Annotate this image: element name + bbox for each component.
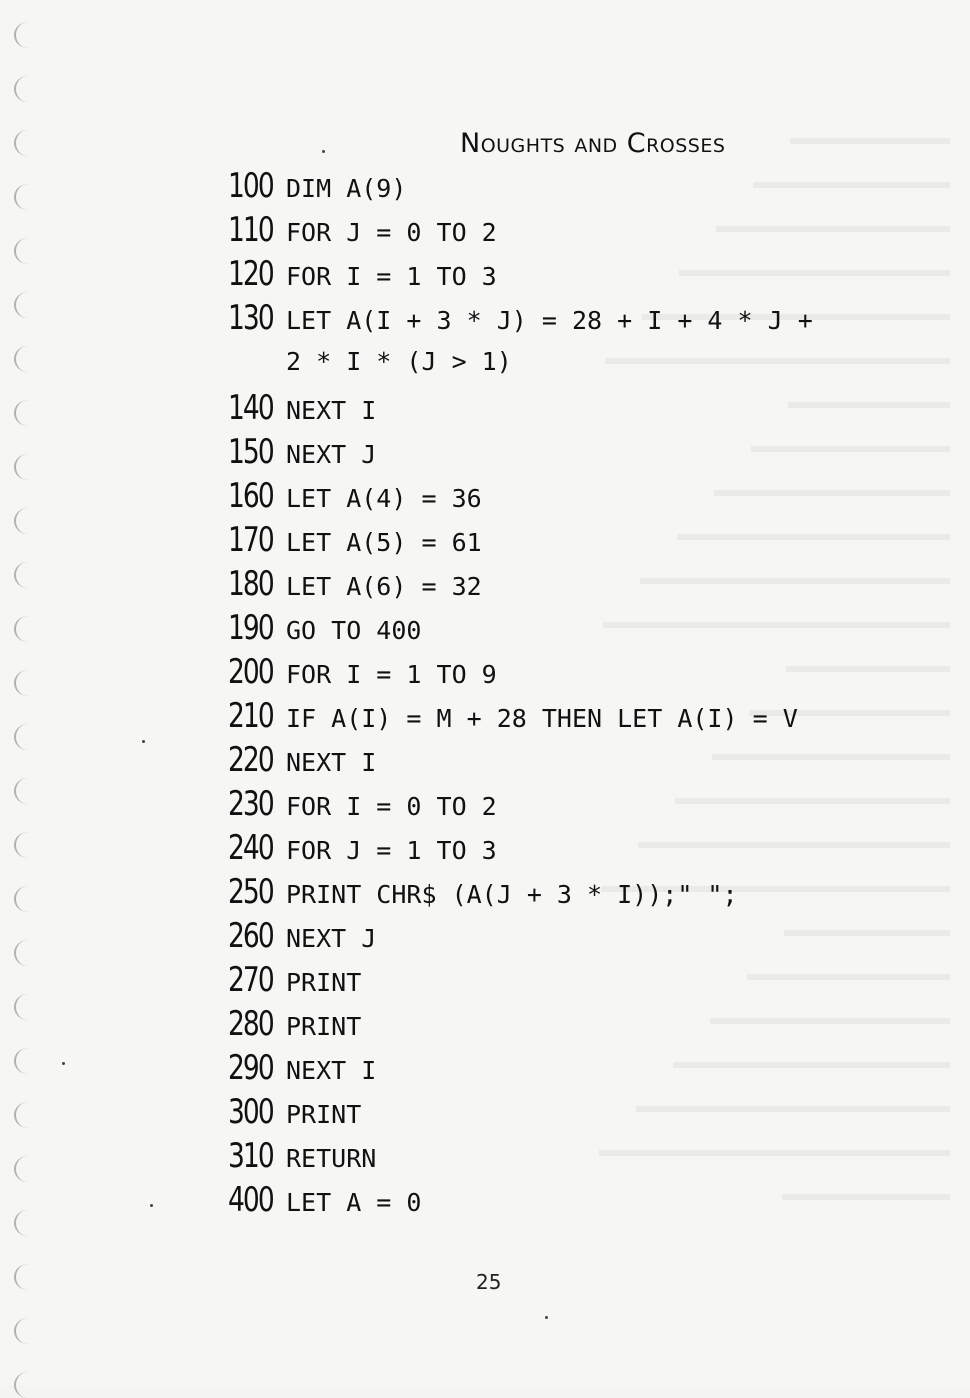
paper-speck: [322, 150, 325, 153]
show-through-line: [605, 358, 950, 364]
binder-hole: [14, 238, 42, 264]
paper-speck: [545, 1316, 548, 1319]
code-line: [228, 562, 482, 606]
binder-hole: [14, 130, 42, 156]
binder-hole: [14, 832, 42, 858]
line-code: DIM A(9): [286, 174, 407, 203]
line-code: 2 * I * (J > 1): [286, 347, 512, 376]
line-number: 170: [228, 520, 273, 560]
show-through-line: [679, 270, 950, 276]
binder-hole: [14, 76, 42, 102]
show-through-line: [638, 842, 950, 848]
line-number: 160: [228, 476, 273, 516]
line-number: 220: [228, 740, 273, 780]
page-number: 25: [476, 1270, 502, 1294]
binder-hole: [14, 22, 42, 48]
code-line: [228, 164, 406, 208]
show-through-line: [786, 666, 950, 672]
code-line: [228, 430, 376, 474]
code-line: [228, 782, 497, 826]
line-number: 250: [228, 872, 273, 912]
show-through-line: [640, 578, 950, 584]
line-code: FOR J = 1 TO 3: [286, 836, 497, 865]
line-number: 110: [228, 210, 273, 250]
binder-hole: [14, 1156, 42, 1182]
code-line: [228, 650, 497, 694]
binder-hole: [14, 292, 42, 318]
line-code: PRINT: [286, 1012, 362, 1041]
line-code: IF A(I) = M + 28 THEN LET A(I) = V: [286, 704, 798, 733]
binder-hole: [14, 184, 42, 210]
code-line: [228, 208, 497, 252]
line-number: 280: [228, 1004, 273, 1044]
binder-hole: [14, 1264, 42, 1290]
binder-hole: [14, 616, 42, 642]
paper-speck: [142, 740, 145, 743]
line-code: PRINT: [286, 968, 362, 997]
line-number: 400: [228, 1180, 273, 1220]
code-line: [228, 386, 376, 430]
show-through-line: [599, 1150, 950, 1156]
line-code: LET A(5) = 61: [286, 528, 482, 557]
line-code: NEXT I: [286, 1056, 377, 1085]
line-number: 240: [228, 828, 273, 868]
binder-hole: [14, 778, 42, 804]
code-line: [228, 958, 361, 1002]
page-title: Noughts and Crosses: [460, 128, 726, 159]
paper-speck: [62, 1062, 65, 1065]
line-number: 150: [228, 432, 273, 472]
code-line: [228, 606, 421, 650]
code-line: [228, 826, 497, 870]
show-through-line: [710, 1018, 950, 1024]
paper-speck: [150, 1204, 153, 1207]
line-code: FOR I = 0 TO 2: [286, 792, 497, 821]
show-through-line: [753, 182, 950, 188]
binder-hole: [14, 508, 42, 534]
show-through-line: [712, 754, 950, 760]
show-through-text: [480, 120, 950, 1240]
code-line: [228, 1134, 376, 1178]
line-code: FOR I = 1 TO 9: [286, 660, 497, 689]
show-through-line: [788, 402, 950, 408]
line-code: FOR I = 1 TO 3: [286, 262, 497, 291]
code-line: [228, 914, 376, 958]
show-through-line: [636, 1106, 950, 1112]
code-line: [228, 340, 512, 384]
line-number: 190: [228, 608, 273, 648]
binder-holes: [0, 0, 60, 1386]
line-number: 130: [228, 298, 273, 338]
line-code: PRINT CHR$ (A(J + 3 * I));" ";: [286, 880, 738, 909]
line-code: NEXT I: [286, 748, 377, 777]
line-number: 120: [228, 254, 273, 294]
line-code: LET A(6) = 32: [286, 572, 482, 601]
show-through-line: [716, 226, 950, 232]
show-through-line: [675, 798, 950, 804]
code-line: [228, 1090, 361, 1134]
show-through-line: [782, 1194, 950, 1200]
code-line: [228, 1178, 421, 1222]
binder-hole: [14, 670, 42, 696]
code-line: [228, 296, 813, 340]
binder-hole: [14, 346, 42, 372]
line-number: 290: [228, 1048, 273, 1088]
show-through-line: [751, 446, 950, 452]
line-number: 100: [228, 166, 273, 206]
line-code: RETURN: [286, 1144, 377, 1173]
binder-hole: [14, 940, 42, 966]
show-through-line: [677, 534, 950, 540]
line-number: 180: [228, 564, 273, 604]
show-through-line: [784, 930, 950, 936]
line-code: LET A(4) = 36: [286, 484, 482, 513]
code-line: [228, 252, 497, 296]
binder-hole: [14, 400, 42, 426]
line-number: 200: [228, 652, 273, 692]
binder-hole: [14, 562, 42, 588]
code-line: [228, 518, 482, 562]
line-code: LET A(I + 3 * J) = 28 + I + 4 * J +: [286, 306, 813, 335]
binder-hole: [14, 886, 42, 912]
line-code: NEXT J: [286, 440, 377, 469]
line-code: PRINT: [286, 1100, 362, 1129]
binder-hole: [14, 1102, 42, 1128]
binder-hole: [14, 1372, 42, 1398]
line-number: 230: [228, 784, 273, 824]
binder-hole: [14, 1048, 42, 1074]
code-line: [228, 1046, 376, 1090]
line-number: 260: [228, 916, 273, 956]
show-through-line: [747, 974, 950, 980]
binder-hole: [14, 994, 42, 1020]
show-through-line: [603, 622, 950, 628]
line-number: 210: [228, 696, 273, 736]
code-line: [228, 694, 798, 738]
line-number: 300: [228, 1092, 273, 1132]
code-line: [228, 1002, 361, 1046]
show-through-line: [714, 490, 950, 496]
line-number: 140: [228, 388, 273, 428]
line-code: GO TO 400: [286, 616, 422, 645]
code-line: [228, 870, 738, 914]
code-line: [228, 738, 376, 782]
line-number: 270: [228, 960, 273, 1000]
line-code: FOR J = 0 TO 2: [286, 218, 497, 247]
binder-hole: [14, 1318, 42, 1344]
code-line: [228, 474, 482, 518]
line-code: NEXT J: [286, 924, 377, 953]
binder-hole: [14, 454, 42, 480]
line-number: 310: [228, 1136, 273, 1176]
line-code: NEXT I: [286, 396, 377, 425]
line-code: LET A = 0: [286, 1188, 422, 1217]
show-through-line: [673, 1062, 950, 1068]
show-through-line: [790, 138, 950, 144]
binder-hole: [14, 724, 42, 750]
binder-hole: [14, 1210, 42, 1236]
